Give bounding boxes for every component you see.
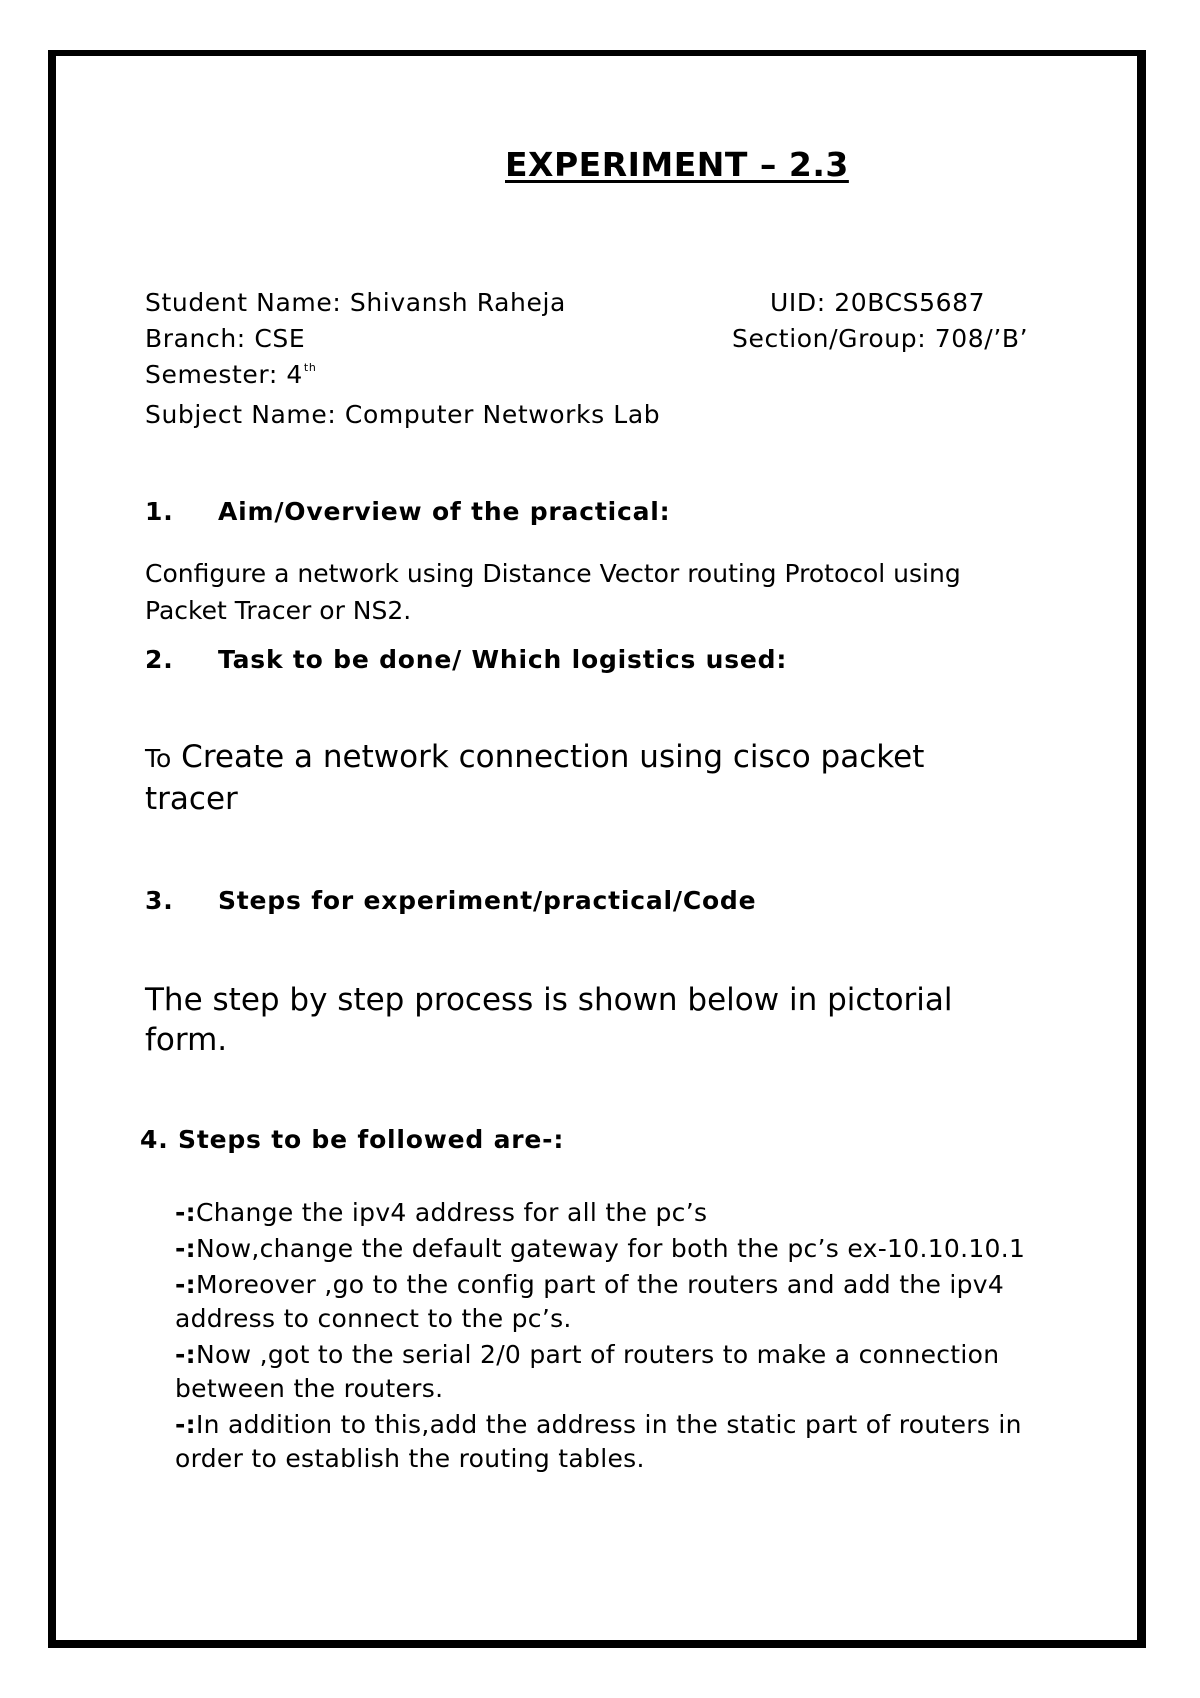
list-item [175,1196,1045,1230]
list-item-marker: -: [175,1234,196,1263]
student-name: Student Name: Shivansh Raheja [145,288,566,317]
list-item-marker: -: [175,1198,196,1227]
section-3-number: 3. [145,886,174,915]
section-3-title: Steps for experiment/practical/Code [218,886,757,915]
list-item [175,1408,1045,1476]
section-2-body-text: Create a network connection using cisco packet tracer [145,739,925,817]
section-2-body [145,737,1025,819]
list-item-marker: -: [175,1340,196,1369]
section-2-number: 2. [145,645,174,674]
student-uid: UID: 20BCS5687 [770,288,986,317]
semester [145,360,316,389]
section-1-body: Configure a network using Distance Vector routing Protocol using Packet Tracer or NS2. [145,559,961,625]
list-item-marker: -: [175,1270,196,1299]
section-1-number: 1. [145,497,174,526]
section-1-title: Aim/Overview of the practical: [218,497,671,526]
list-item-marker: -: [175,1410,196,1439]
subject-name: Subject Name: Computer Networks Lab [145,400,661,429]
section-4-title: Steps to be followed are-: [178,1125,565,1154]
section-2-heading [145,645,787,674]
list-item-text: Now,change the default gateway for both the pc’s ex-10.10.10.1 [195,1234,1026,1263]
list-item [175,1232,1045,1266]
section-3-body: The step by step process is shown below in pictorial form. [145,982,953,1058]
section-4-heading [140,1125,564,1154]
steps-list [175,1196,1045,1478]
section-2-body-prefix: To [145,744,172,773]
section-2-title: Task to be done/ Which logistics used: [218,645,788,674]
list-item-text: Moreover ,go to the config part of the routers and add the ipv4 address to connect to the pc’s. [175,1270,1005,1333]
list-item [175,1268,1045,1336]
section-group: Section/Group: 708/’B’ [732,324,1029,353]
list-item-text: Now ,got to the serial 2/0 part of routers to make a connection between the routers. [175,1340,1000,1403]
list-item-text: In addition to this,add the address in the static part of routers in order to establish the routing tables. [175,1410,1022,1473]
section-4-number: 4. [140,1125,169,1154]
section-3-heading [145,886,756,915]
section-1-heading [145,497,670,526]
list-item-text: Change the ipv4 address for all the pc’s [195,1198,708,1227]
list-item [175,1338,1045,1406]
semester-superscript: th [303,361,317,374]
branch: Branch: CSE [145,324,306,353]
document-title: EXPERIMENT – 2.3 [505,145,849,184]
semester-value: Semester: 4 [145,360,303,389]
